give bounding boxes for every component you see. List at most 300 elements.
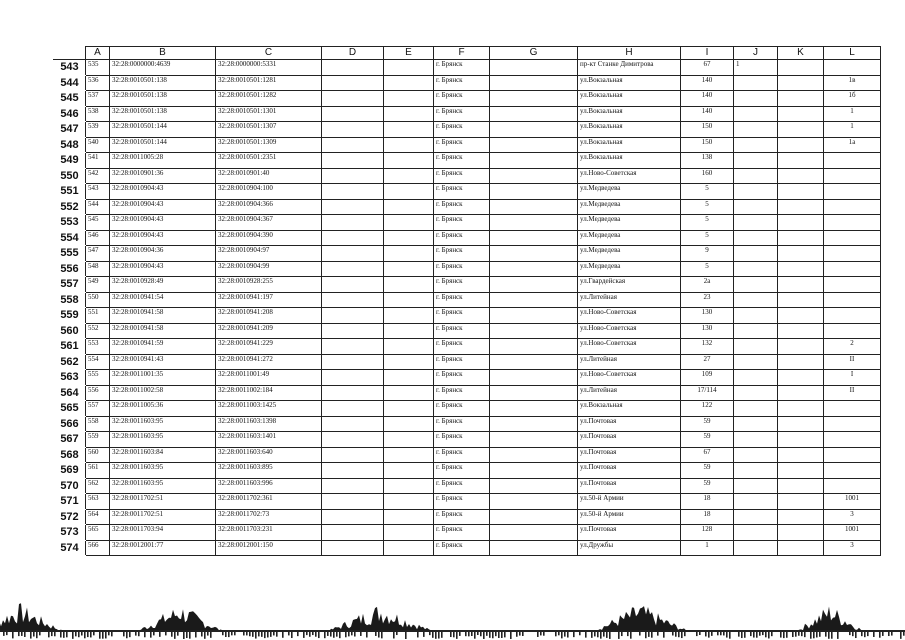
cell-c[interactable]: 32:28:0010501:2351 (216, 153, 322, 169)
cell-d[interactable] (322, 106, 384, 122)
column-header-j[interactable]: J (734, 47, 778, 60)
cell-g[interactable] (490, 447, 578, 463)
cell-f[interactable]: г. Брянск (434, 292, 490, 308)
row-number[interactable]: 543 (54, 60, 86, 76)
column-header-d[interactable]: D (322, 47, 384, 60)
cell-h[interactable]: ул.Медведева (578, 230, 681, 246)
cell-l[interactable]: II (824, 385, 881, 401)
row-number[interactable]: 562 (54, 354, 86, 370)
cell-i[interactable]: 67 (681, 447, 734, 463)
cell-l[interactable]: 1001 (824, 494, 881, 510)
cell-b[interactable]: 32:28:0011603:95 (110, 432, 216, 448)
cell-j[interactable] (734, 261, 778, 277)
cell-l[interactable] (824, 199, 881, 215)
cell-f[interactable]: г. Брянск (434, 339, 490, 355)
cell-k[interactable] (778, 494, 824, 510)
cell-g[interactable] (490, 261, 578, 277)
cell-c[interactable]: 32:28:0011703:231 (216, 525, 322, 541)
column-header-b[interactable]: B (110, 47, 216, 60)
cell-g[interactable] (490, 153, 578, 169)
cell-k[interactable] (778, 478, 824, 494)
cell-l[interactable]: 1 (824, 106, 881, 122)
cell-i[interactable]: 122 (681, 401, 734, 417)
cell-e[interactable] (384, 230, 434, 246)
cell-f[interactable]: г. Брянск (434, 525, 490, 541)
row-number[interactable]: 558 (54, 292, 86, 308)
cell-a[interactable]: 557 (86, 401, 110, 417)
cell-f[interactable]: г. Брянск (434, 106, 490, 122)
cell-e[interactable] (384, 478, 434, 494)
cell-j[interactable] (734, 416, 778, 432)
cell-j[interactable] (734, 354, 778, 370)
cell-j[interactable] (734, 540, 778, 556)
cell-f[interactable]: г. Брянск (434, 370, 490, 386)
cell-e[interactable] (384, 525, 434, 541)
cell-i[interactable]: 150 (681, 122, 734, 138)
cell-c[interactable]: 32:28:0011603:895 (216, 463, 322, 479)
cell-i[interactable]: 59 (681, 463, 734, 479)
cell-b[interactable]: 32:28:0000000:4639 (110, 60, 216, 76)
cell-h[interactable]: ул.50-й Армии (578, 509, 681, 525)
cell-f[interactable]: г. Брянск (434, 184, 490, 200)
cell-a[interactable]: 541 (86, 153, 110, 169)
cell-f[interactable]: г. Брянск (434, 230, 490, 246)
cell-e[interactable] (384, 540, 434, 556)
row-number[interactable]: 547 (54, 122, 86, 138)
cell-j[interactable] (734, 478, 778, 494)
row-number[interactable]: 567 (54, 432, 86, 448)
cell-h[interactable]: ул.Почтовая (578, 432, 681, 448)
cell-i[interactable]: 17/114 (681, 385, 734, 401)
cell-d[interactable] (322, 354, 384, 370)
cell-g[interactable] (490, 215, 578, 231)
cell-i[interactable]: 128 (681, 525, 734, 541)
cell-c[interactable]: 32:28:0010501:1282 (216, 91, 322, 107)
cell-e[interactable] (384, 153, 434, 169)
cell-g[interactable] (490, 91, 578, 107)
cell-l[interactable] (824, 153, 881, 169)
cell-c[interactable]: 32:28:0011603:996 (216, 478, 322, 494)
cell-e[interactable] (384, 494, 434, 510)
cell-f[interactable]: г. Брянск (434, 323, 490, 339)
cell-k[interactable] (778, 339, 824, 355)
cell-j[interactable]: 1 (734, 60, 778, 76)
row-number[interactable]: 550 (54, 168, 86, 184)
cell-d[interactable] (322, 137, 384, 153)
cell-k[interactable] (778, 75, 824, 91)
cell-c[interactable]: 32:28:0010904:390 (216, 230, 322, 246)
cell-c[interactable]: 32:28:0011603:1401 (216, 432, 322, 448)
cell-g[interactable] (490, 432, 578, 448)
cell-i[interactable]: 5 (681, 261, 734, 277)
cell-f[interactable]: г. Брянск (434, 75, 490, 91)
cell-d[interactable] (322, 184, 384, 200)
cell-f[interactable]: г. Брянск (434, 463, 490, 479)
cell-e[interactable] (384, 323, 434, 339)
cell-i[interactable]: 5 (681, 184, 734, 200)
row-number[interactable]: 563 (54, 370, 86, 386)
cell-e[interactable] (384, 215, 434, 231)
cell-j[interactable] (734, 401, 778, 417)
cell-e[interactable] (384, 354, 434, 370)
cell-k[interactable] (778, 137, 824, 153)
cell-k[interactable] (778, 60, 824, 76)
cell-i[interactable]: 5 (681, 215, 734, 231)
cell-h[interactable]: ул.Литейная (578, 385, 681, 401)
cell-b[interactable]: 32:28:0011603:95 (110, 478, 216, 494)
cell-f[interactable]: г. Брянск (434, 122, 490, 138)
cell-b[interactable]: 32:28:0011703:94 (110, 525, 216, 541)
cell-l[interactable]: 3 (824, 509, 881, 525)
cell-c[interactable]: 32:28:0011003:1425 (216, 401, 322, 417)
cell-i[interactable]: 140 (681, 106, 734, 122)
cell-b[interactable]: 32:28:0010941:54 (110, 292, 216, 308)
cell-i[interactable]: 138 (681, 153, 734, 169)
cell-h[interactable]: ул.Медведева (578, 246, 681, 262)
cell-h[interactable]: ул.Медведева (578, 199, 681, 215)
cell-a[interactable]: 544 (86, 199, 110, 215)
cell-k[interactable] (778, 354, 824, 370)
cell-g[interactable] (490, 230, 578, 246)
cell-e[interactable] (384, 261, 434, 277)
cell-g[interactable] (490, 308, 578, 324)
cell-d[interactable] (322, 215, 384, 231)
cell-e[interactable] (384, 246, 434, 262)
cell-e[interactable] (384, 339, 434, 355)
cell-c[interactable]: 32:28:0010904:100 (216, 184, 322, 200)
cell-h[interactable]: ул.Ново-Советская (578, 168, 681, 184)
row-number[interactable]: 554 (54, 230, 86, 246)
cell-l[interactable] (824, 277, 881, 293)
cell-d[interactable] (322, 199, 384, 215)
cell-j[interactable] (734, 494, 778, 510)
cell-i[interactable]: 130 (681, 323, 734, 339)
cell-j[interactable] (734, 106, 778, 122)
cell-g[interactable] (490, 199, 578, 215)
cell-c[interactable]: 32:28:0010501:1281 (216, 75, 322, 91)
row-number[interactable]: 570 (54, 478, 86, 494)
cell-g[interactable] (490, 478, 578, 494)
cell-b[interactable]: 32:28:0011005:28 (110, 153, 216, 169)
cell-d[interactable] (322, 339, 384, 355)
cell-k[interactable] (778, 215, 824, 231)
cell-h[interactable]: ул.Почтовая (578, 416, 681, 432)
cell-i[interactable]: 160 (681, 168, 734, 184)
cell-d[interactable] (322, 122, 384, 138)
cell-h[interactable]: ул.Почтовая (578, 525, 681, 541)
cell-k[interactable] (778, 261, 824, 277)
cell-l[interactable] (824, 230, 881, 246)
cell-f[interactable]: г. Брянск (434, 540, 490, 556)
cell-i[interactable]: 140 (681, 91, 734, 107)
cell-b[interactable]: 32:28:0010904:43 (110, 199, 216, 215)
cell-a[interactable]: 550 (86, 292, 110, 308)
cell-k[interactable] (778, 308, 824, 324)
cell-f[interactable]: г. Брянск (434, 478, 490, 494)
cell-k[interactable] (778, 277, 824, 293)
cell-g[interactable] (490, 60, 578, 76)
cell-d[interactable] (322, 478, 384, 494)
row-number[interactable]: 572 (54, 509, 86, 525)
cell-c[interactable]: 32:28:0010941:197 (216, 292, 322, 308)
cell-b[interactable]: 32:28:0011603:84 (110, 447, 216, 463)
cell-l[interactable] (824, 246, 881, 262)
cell-d[interactable] (322, 60, 384, 76)
cell-c[interactable]: 32:28:0010501:1301 (216, 106, 322, 122)
cell-j[interactable] (734, 370, 778, 386)
row-number[interactable]: 553 (54, 215, 86, 231)
cell-k[interactable] (778, 323, 824, 339)
cell-j[interactable] (734, 75, 778, 91)
row-number[interactable]: 571 (54, 494, 86, 510)
cell-h[interactable]: ул.Вокзальная (578, 75, 681, 91)
cell-l[interactable]: 3 (824, 540, 881, 556)
cell-c[interactable]: 32:28:0010901:40 (216, 168, 322, 184)
cell-l[interactable] (824, 447, 881, 463)
cell-h[interactable]: ул.Медведева (578, 184, 681, 200)
cell-j[interactable] (734, 184, 778, 200)
cell-a[interactable]: 540 (86, 137, 110, 153)
cell-k[interactable] (778, 416, 824, 432)
cell-g[interactable] (490, 137, 578, 153)
cell-k[interactable] (778, 432, 824, 448)
cell-g[interactable] (490, 354, 578, 370)
cell-a[interactable]: 561 (86, 463, 110, 479)
cell-k[interactable] (778, 246, 824, 262)
cell-g[interactable] (490, 277, 578, 293)
cell-d[interactable] (322, 323, 384, 339)
cell-i[interactable]: 5 (681, 230, 734, 246)
cell-h[interactable]: ул.Почтовая (578, 463, 681, 479)
cell-c[interactable]: 32:28:0010904:97 (216, 246, 322, 262)
cell-k[interactable] (778, 153, 824, 169)
cell-f[interactable]: г. Брянск (434, 385, 490, 401)
cell-k[interactable] (778, 525, 824, 541)
cell-d[interactable] (322, 540, 384, 556)
cell-e[interactable] (384, 509, 434, 525)
cell-b[interactable]: 32:28:0010941:58 (110, 308, 216, 324)
cell-b[interactable]: 32:28:0011603:95 (110, 416, 216, 432)
cell-k[interactable] (778, 447, 824, 463)
cell-h[interactable]: ул.Гвардейская (578, 277, 681, 293)
cell-d[interactable] (322, 168, 384, 184)
cell-e[interactable] (384, 292, 434, 308)
cell-e[interactable] (384, 447, 434, 463)
cell-h[interactable]: ул.Почтовая (578, 447, 681, 463)
cell-a[interactable]: 563 (86, 494, 110, 510)
cell-g[interactable] (490, 184, 578, 200)
cell-c[interactable]: 32:28:0010941:272 (216, 354, 322, 370)
cell-b[interactable]: 32:28:0010501:144 (110, 137, 216, 153)
cell-b[interactable]: 32:28:0011702:51 (110, 509, 216, 525)
cell-c[interactable]: 32:28:0011702:361 (216, 494, 322, 510)
cell-b[interactable]: 32:28:0011702:51 (110, 494, 216, 510)
cell-a[interactable]: 542 (86, 168, 110, 184)
cell-c[interactable]: 32:28:0012001:150 (216, 540, 322, 556)
cell-l[interactable] (824, 215, 881, 231)
cell-b[interactable]: 32:28:0011001:35 (110, 370, 216, 386)
cell-b[interactable]: 32:28:0010941:58 (110, 323, 216, 339)
cell-b[interactable]: 32:28:0010501:138 (110, 75, 216, 91)
row-number[interactable]: 573 (54, 525, 86, 541)
cell-i[interactable]: 27 (681, 354, 734, 370)
cell-f[interactable]: г. Брянск (434, 509, 490, 525)
row-number[interactable]: 559 (54, 308, 86, 324)
cell-k[interactable] (778, 91, 824, 107)
row-number[interactable]: 556 (54, 261, 86, 277)
cell-l[interactable] (824, 401, 881, 417)
cell-d[interactable] (322, 463, 384, 479)
cell-f[interactable]: г. Брянск (434, 494, 490, 510)
cell-b[interactable]: 32:28:0010501:138 (110, 91, 216, 107)
row-number[interactable]: 565 (54, 401, 86, 417)
cell-j[interactable] (734, 153, 778, 169)
cell-d[interactable] (322, 153, 384, 169)
cell-h[interactable]: ул.Ново-Советская (578, 323, 681, 339)
cell-f[interactable]: г. Брянск (434, 354, 490, 370)
row-number[interactable]: 566 (54, 416, 86, 432)
cell-i[interactable]: 59 (681, 416, 734, 432)
cell-j[interactable] (734, 463, 778, 479)
cell-a[interactable]: 538 (86, 106, 110, 122)
cell-d[interactable] (322, 308, 384, 324)
cell-a[interactable]: 555 (86, 370, 110, 386)
cell-a[interactable]: 551 (86, 308, 110, 324)
cell-h[interactable]: пр-кт Станке Димитрова (578, 60, 681, 76)
row-number[interactable]: 564 (54, 385, 86, 401)
cell-a[interactable]: 549 (86, 277, 110, 293)
cell-g[interactable] (490, 246, 578, 262)
cell-l[interactable] (824, 463, 881, 479)
cell-a[interactable]: 537 (86, 91, 110, 107)
cell-b[interactable]: 32:28:0010904:43 (110, 261, 216, 277)
cell-k[interactable] (778, 292, 824, 308)
cell-h[interactable]: ул.Ново-Советская (578, 370, 681, 386)
cell-c[interactable]: 32:28:0010501:1309 (216, 137, 322, 153)
cell-k[interactable] (778, 509, 824, 525)
cell-c[interactable]: 32:28:0010904:367 (216, 215, 322, 231)
row-number[interactable]: 568 (54, 447, 86, 463)
cell-l[interactable] (824, 416, 881, 432)
cell-d[interactable] (322, 525, 384, 541)
cell-b[interactable]: 32:28:0011002:58 (110, 385, 216, 401)
cell-f[interactable]: г. Брянск (434, 199, 490, 215)
cell-f[interactable]: г. Брянск (434, 261, 490, 277)
cell-a[interactable]: 548 (86, 261, 110, 277)
cell-j[interactable] (734, 447, 778, 463)
cell-c[interactable]: 32:28:0010941:229 (216, 339, 322, 355)
cell-f[interactable]: г. Брянск (434, 137, 490, 153)
row-number[interactable]: 548 (54, 137, 86, 153)
cell-j[interactable] (734, 292, 778, 308)
cell-i[interactable]: 1 (681, 540, 734, 556)
cell-i[interactable]: 109 (681, 370, 734, 386)
cell-e[interactable] (384, 370, 434, 386)
cell-f[interactable]: г. Брянск (434, 432, 490, 448)
cell-d[interactable] (322, 494, 384, 510)
row-number[interactable]: 569 (54, 463, 86, 479)
cell-c[interactable]: 32:28:0011702:73 (216, 509, 322, 525)
cell-g[interactable] (490, 401, 578, 417)
cell-g[interactable] (490, 106, 578, 122)
cell-j[interactable] (734, 168, 778, 184)
cell-k[interactable] (778, 230, 824, 246)
cell-e[interactable] (384, 106, 434, 122)
cell-h[interactable]: ул.Ново-Советская (578, 339, 681, 355)
cell-g[interactable] (490, 339, 578, 355)
cell-g[interactable] (490, 416, 578, 432)
cell-a[interactable]: 539 (86, 122, 110, 138)
cell-l[interactable] (824, 308, 881, 324)
cell-j[interactable] (734, 122, 778, 138)
cell-c[interactable]: 32:28:0011603:640 (216, 447, 322, 463)
row-number[interactable]: 546 (54, 106, 86, 122)
cell-l[interactable] (824, 184, 881, 200)
cell-k[interactable] (778, 122, 824, 138)
cell-i[interactable]: 150 (681, 137, 734, 153)
row-number[interactable]: 555 (54, 246, 86, 262)
cell-f[interactable]: г. Брянск (434, 416, 490, 432)
column-header-f[interactable]: F (434, 47, 490, 60)
cell-d[interactable] (322, 432, 384, 448)
cell-j[interactable] (734, 339, 778, 355)
cell-b[interactable]: 32:28:0010941:59 (110, 339, 216, 355)
cell-k[interactable] (778, 401, 824, 417)
cell-a[interactable]: 566 (86, 540, 110, 556)
cell-a[interactable]: 546 (86, 230, 110, 246)
cell-k[interactable] (778, 168, 824, 184)
cell-d[interactable] (322, 416, 384, 432)
cell-h[interactable]: ул.Вокзальная (578, 91, 681, 107)
cell-j[interactable] (734, 199, 778, 215)
cell-b[interactable]: 32:28:0010928:49 (110, 277, 216, 293)
cell-i[interactable]: 132 (681, 339, 734, 355)
cell-i[interactable]: 18 (681, 509, 734, 525)
cell-h[interactable]: ул.Вокзальная (578, 153, 681, 169)
cell-e[interactable] (384, 308, 434, 324)
cell-j[interactable] (734, 137, 778, 153)
cell-i[interactable]: 140 (681, 75, 734, 91)
cell-k[interactable] (778, 370, 824, 386)
cell-k[interactable] (778, 385, 824, 401)
cell-k[interactable] (778, 540, 824, 556)
cell-g[interactable] (490, 540, 578, 556)
cell-c[interactable]: 32:28:0011001:49 (216, 370, 322, 386)
cell-j[interactable] (734, 91, 778, 107)
cell-l[interactable]: 1б (824, 91, 881, 107)
cell-j[interactable] (734, 215, 778, 231)
cell-f[interactable]: г. Брянск (434, 246, 490, 262)
row-number[interactable]: 549 (54, 153, 86, 169)
column-header-h[interactable]: H (578, 47, 681, 60)
row-number[interactable]: 544 (54, 75, 86, 91)
cell-f[interactable]: г. Брянск (434, 277, 490, 293)
cell-d[interactable] (322, 401, 384, 417)
cell-l[interactable] (824, 432, 881, 448)
cell-f[interactable]: г. Брянск (434, 91, 490, 107)
cell-a[interactable]: 536 (86, 75, 110, 91)
cell-j[interactable] (734, 509, 778, 525)
cell-c[interactable]: 32:28:0010501:1307 (216, 122, 322, 138)
cell-e[interactable] (384, 168, 434, 184)
cell-d[interactable] (322, 246, 384, 262)
cell-b[interactable]: 32:28:0010904:43 (110, 184, 216, 200)
cell-i[interactable]: 59 (681, 478, 734, 494)
cell-g[interactable] (490, 525, 578, 541)
row-number[interactable]: 560 (54, 323, 86, 339)
cell-a[interactable]: 554 (86, 354, 110, 370)
cell-e[interactable] (384, 432, 434, 448)
